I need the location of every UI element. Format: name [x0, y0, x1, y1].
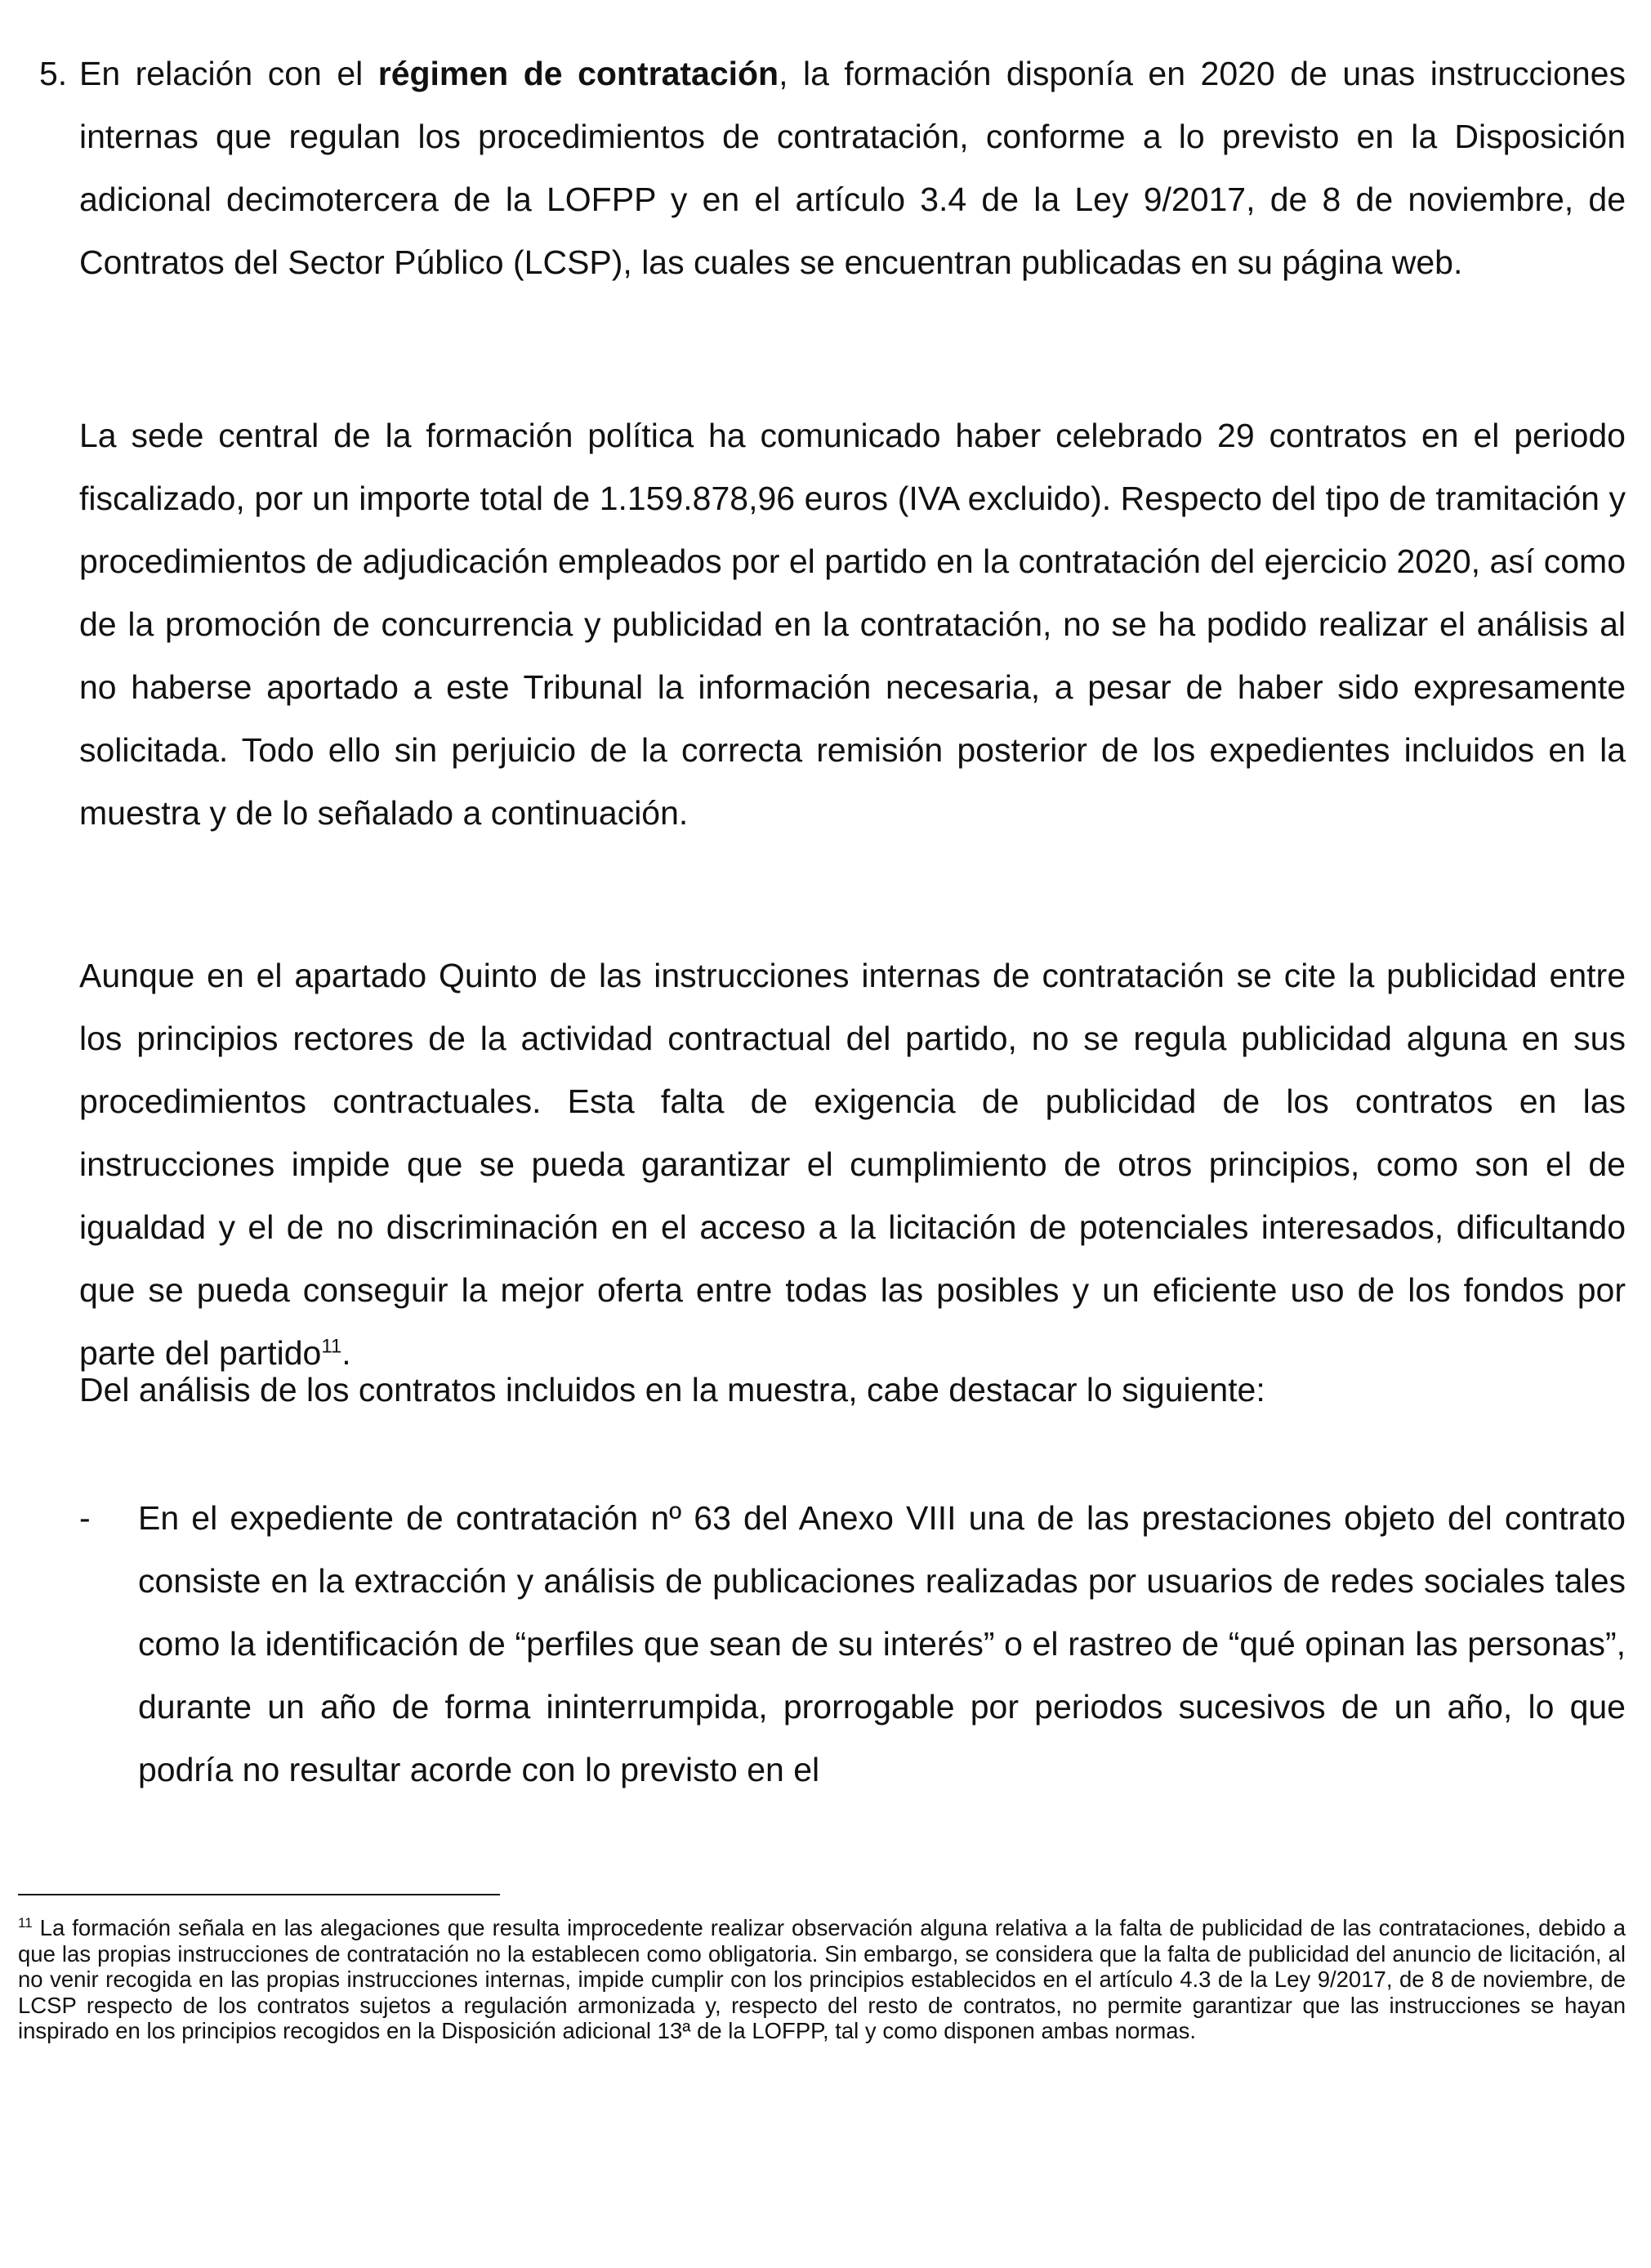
footnote-reference[interactable]: 11	[321, 1335, 342, 1358]
para1-prefix: En relación con el	[79, 55, 364, 92]
footnote-text: La formación señala en las alegaciones que resulta improcedente realizar observación alguna relativa a la falta de publicidad de las contrataciones, debido a que las propias instrucciones de contratación no la establecen como obligatoria. Sin embargo, se considera que la falta de publicidad del anuncio de licitación, al no venir recogida en las propias instrucciones internas, impide cumplir con los principios establecidos en el artículo 4.3 de la Ley 9/2017, de 8 de noviembre, de LCSP respecto de los contratos sujetos a regulación armonizada y, respecto del resto de contratos, no permite garantizar que las instrucciones se hayan inspirado en los principios recogidos en la Disposición adicional 13ª de la LOFPP, tal y como disponen ambas normas.	[18, 1915, 1626, 2043]
para3-text: Aunque en el apartado Quinto de las instrucciones internas de contratación se cite la publicidad entre los principios rectores de la actividad contractual del partido, no se regula publicidad alguna en sus procedimientos contractuales. Esta falta de exigencia de publicidad de los contratos en las instrucciones impide que se pueda garantizar el cumplimiento de otros principios, como son el de igualdad y el de no discriminación en el acceso a la licitación de potenciales interesados, dificultando que se pueda conseguir la mejor oferta entre todas las posibles y un eficiente uso de los fondos por parte del partido	[79, 957, 1626, 1372]
paragraph-contracts-summary: La sede central de la formación política ha comunicado haber celebrado 29 contratos en el periodo fiscalizado, por un importe total de 1.159.878,96 euros (IVA excluido). Respecto del tipo de tramitación y procedimientos de adjudicación empleados por el partido en la contratación del ejercicio 2020, así como de la promoción de concurrencia y publicidad en la contratación, no se ha podido realizar el análisis al no haberse aportado a este Tribunal la información necesaria, a pesar de haber sido expresamente solicitada. Todo ello sin perjuicio de la correcta remisión posterior de los expedientes incluidos en la muestra y de lo señalado a continuación.	[79, 417, 1626, 832]
paragraph-contracting-regime	[79, 42, 1626, 294]
para3-end: .	[341, 1334, 351, 1372]
bold-term-contracting-regime: régimen de contratación	[377, 55, 779, 92]
footnote-11	[18, 1915, 1626, 2044]
paragraph-publicity	[79, 944, 1626, 1385]
item-number: 5.	[39, 55, 68, 92]
bullet-text: En el expediente de contratación nº 63 del Anexo VIII una de las prestaciones objeto del contrato consiste en la extracción y análisis de publicaciones realizadas por usuarios de redes sociales tales como la identificación de “perfiles que sean de su interés” o el rastreo de “qué opinan las personas”, durante un año de forma ininterrumpida, prorrogable por periodos sucesivos de un año, lo que podría no resultar acorde con lo previsto en el	[138, 1499, 1626, 1788]
footnote-separator	[18, 1894, 500, 1895]
bullet-dash: -	[79, 1499, 91, 1537]
paragraph-sample-analysis: Del análisis de los contratos incluidos en la muestra, cabe destacar lo siguiente:	[79, 1371, 1265, 1409]
para1-suffix: , la formación disponía en 2020 de unas instrucciones internas que regulan los procedimientos de contratación, conforme a lo previsto en la Disposición adicional decimotercera de la LOFPP y en el artículo 3.4 de la Ley 9/2017, de 8 de noviembre, de Contratos del Sector Público (LCSP), las cuales se encuentran publicadas en su página web.	[79, 55, 1626, 281]
footnote-number: 11	[18, 1914, 33, 1931]
